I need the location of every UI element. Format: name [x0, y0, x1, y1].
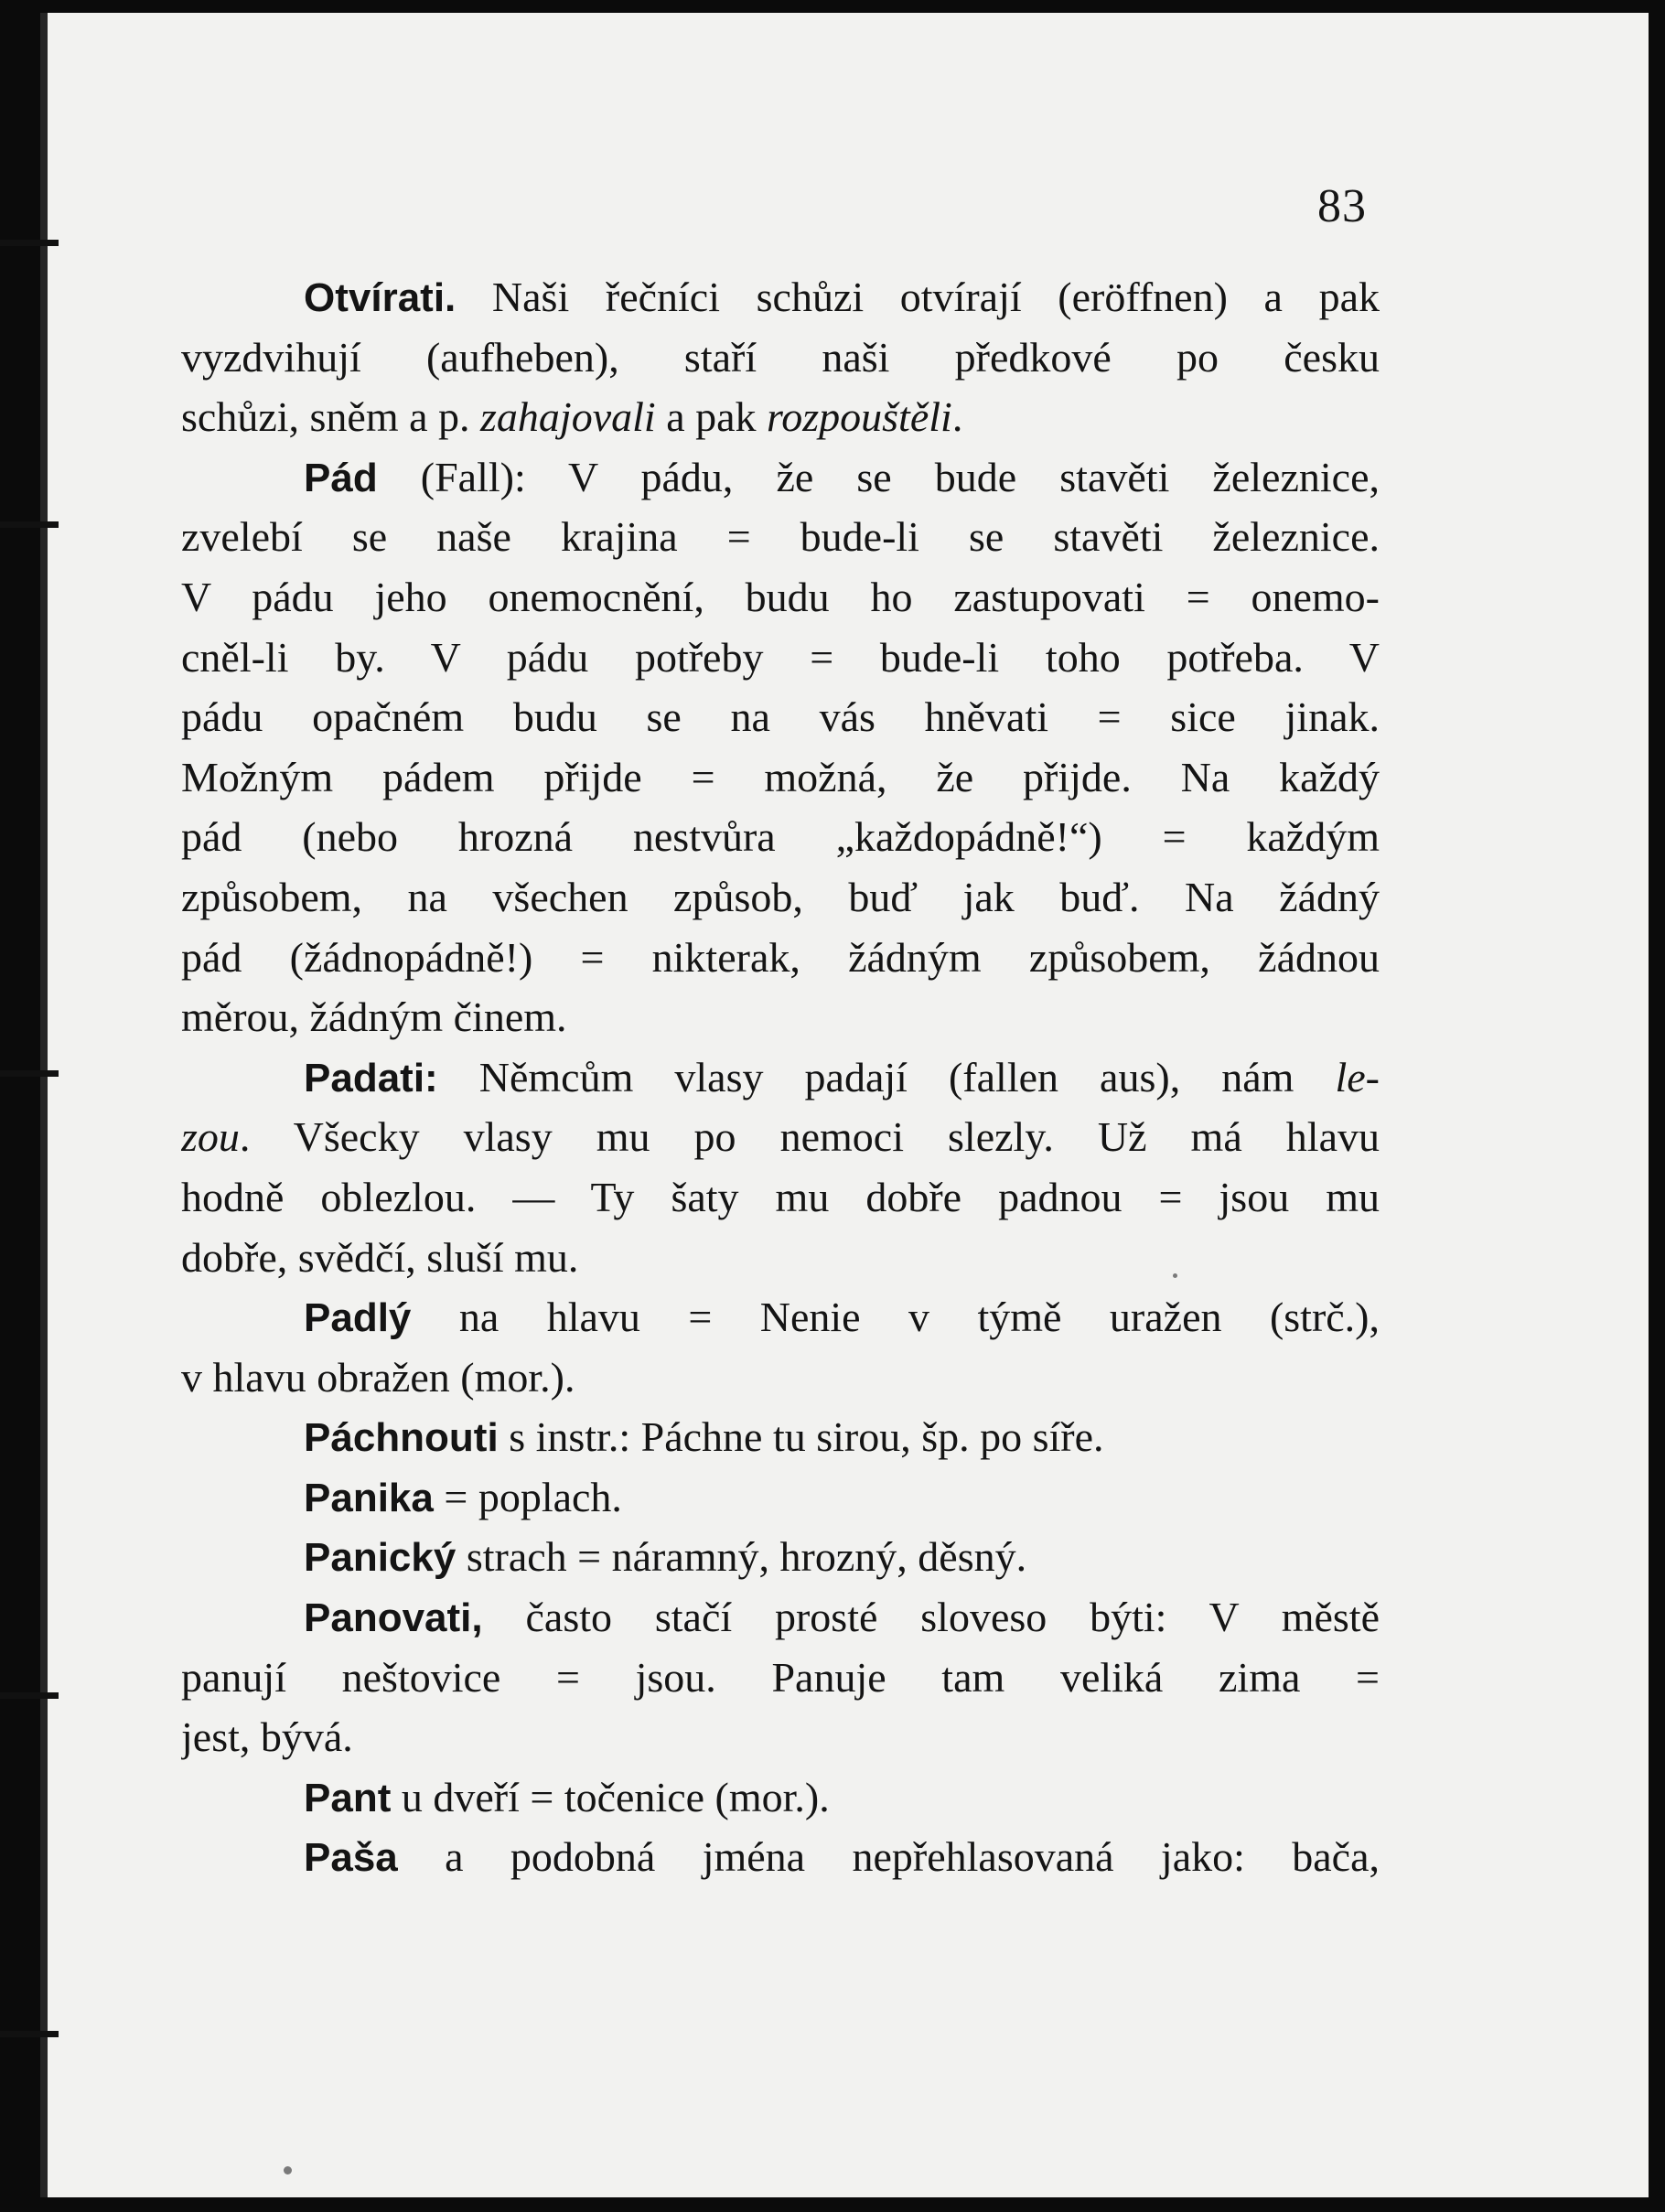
entry-line: zvelebí se naše krajina = bude-li se stavěti železnice.	[181, 513, 1380, 561]
binding-mark	[0, 1070, 59, 1077]
entry-line: Padati: Němcům vlasy padají (fallen aus), nám le-	[304, 1053, 1380, 1101]
entry-line: Panovati, často stačí prosté sloveso býti: V městě	[304, 1594, 1380, 1641]
entry-keyword: Padlý	[304, 1295, 412, 1341]
binding-mark	[0, 1692, 59, 1699]
entry-line: Panika = poplach.	[304, 1473, 622, 1520]
binding-mark	[0, 521, 59, 528]
entry-line: hodně oblezlou. — Ty šaty mu dobře padnou = jsou mu	[181, 1173, 1380, 1220]
entry-keyword: Otvírati.	[304, 275, 457, 320]
entry-keyword: Pant	[304, 1775, 392, 1820]
entry-line: vyzdvihují (aufheben), staří naši předkové po česku	[181, 333, 1380, 381]
binding-mark	[0, 2031, 59, 2037]
entry-line: pád (nebo hrozná nestvůra „každopádně!“) = každým	[181, 813, 1380, 861]
entry-line: Padlý na hlavu = Nenie v týmě uražen (strč.),	[304, 1294, 1380, 1341]
entry-keyword: Pád	[304, 455, 378, 500]
entry-keyword: Panovati,	[304, 1595, 483, 1641]
entry-line: v hlavu obražen (mor.).	[181, 1353, 575, 1401]
entry-line: pádu opačném budu se na vás hněvati = sice jinak.	[181, 693, 1380, 741]
entry-keyword: Panika	[304, 1475, 434, 1520]
page-number: 83	[1317, 180, 1367, 232]
entry-line: způsobem, na všechen způsob, buď jak buď. Na žádný	[181, 873, 1380, 920]
entry-line: Pant u dveří = točenice (mor.).	[304, 1773, 830, 1820]
entry-keyword: Páchnouti	[304, 1415, 499, 1461]
entry-line: Pád (Fall): V pádu, že se bude stavěti železnice,	[304, 453, 1380, 500]
entry-line: panují neštovice = jsou. Panuje tam veliká zima =	[181, 1653, 1380, 1701]
entry-line: Možným pádem přijde = možná, že přijde. Na každý	[181, 753, 1380, 800]
entry-line: Otvírati. Naši řečníci schůzi otvírají (eröffnen) a pak	[304, 274, 1380, 320]
entry-line: pád (žádnopádně!) = nikterak, žádným způsobem, žádnou	[181, 933, 1380, 981]
entry-line: Paša a podobná jména nepřehlasovaná jako: bača,	[304, 1833, 1380, 1881]
entry-line: měrou, žádným činem.	[181, 993, 567, 1041]
entry-keyword: Paša	[304, 1835, 398, 1881]
entry-line: cněl-li by. V pádu potřeby = bude-li toho potřeba. V	[181, 633, 1380, 681]
entry-line: V pádu jeho onemocnění, budu ho zastupovati = onemo-	[181, 573, 1380, 620]
dictionary-text	[181, 267, 1380, 1887]
entry-line: Páchnouti s instr.: Páchne tu sirou, šp. po síře.	[304, 1413, 1104, 1461]
entry-line: Panický strach = náramný, hrozný, děsný.	[304, 1533, 1027, 1581]
binding-edge	[40, 13, 48, 2197]
entry-line: schůzi, sněm a p. zahajovali a pak rozpouštěli.	[181, 393, 963, 441]
entry-keyword: Panický	[304, 1535, 457, 1581]
entry-line: jest, bývá.	[181, 1713, 353, 1761]
binding-mark	[0, 240, 59, 246]
entry-line: zou. Všecky vlasy mu po nemoci slezly. Už má hlavu	[181, 1113, 1380, 1161]
speck	[284, 2166, 292, 2174]
entry-line: dobře, svědčí, sluší mu.	[181, 1233, 579, 1281]
entry-keyword: Padati:	[304, 1055, 438, 1101]
